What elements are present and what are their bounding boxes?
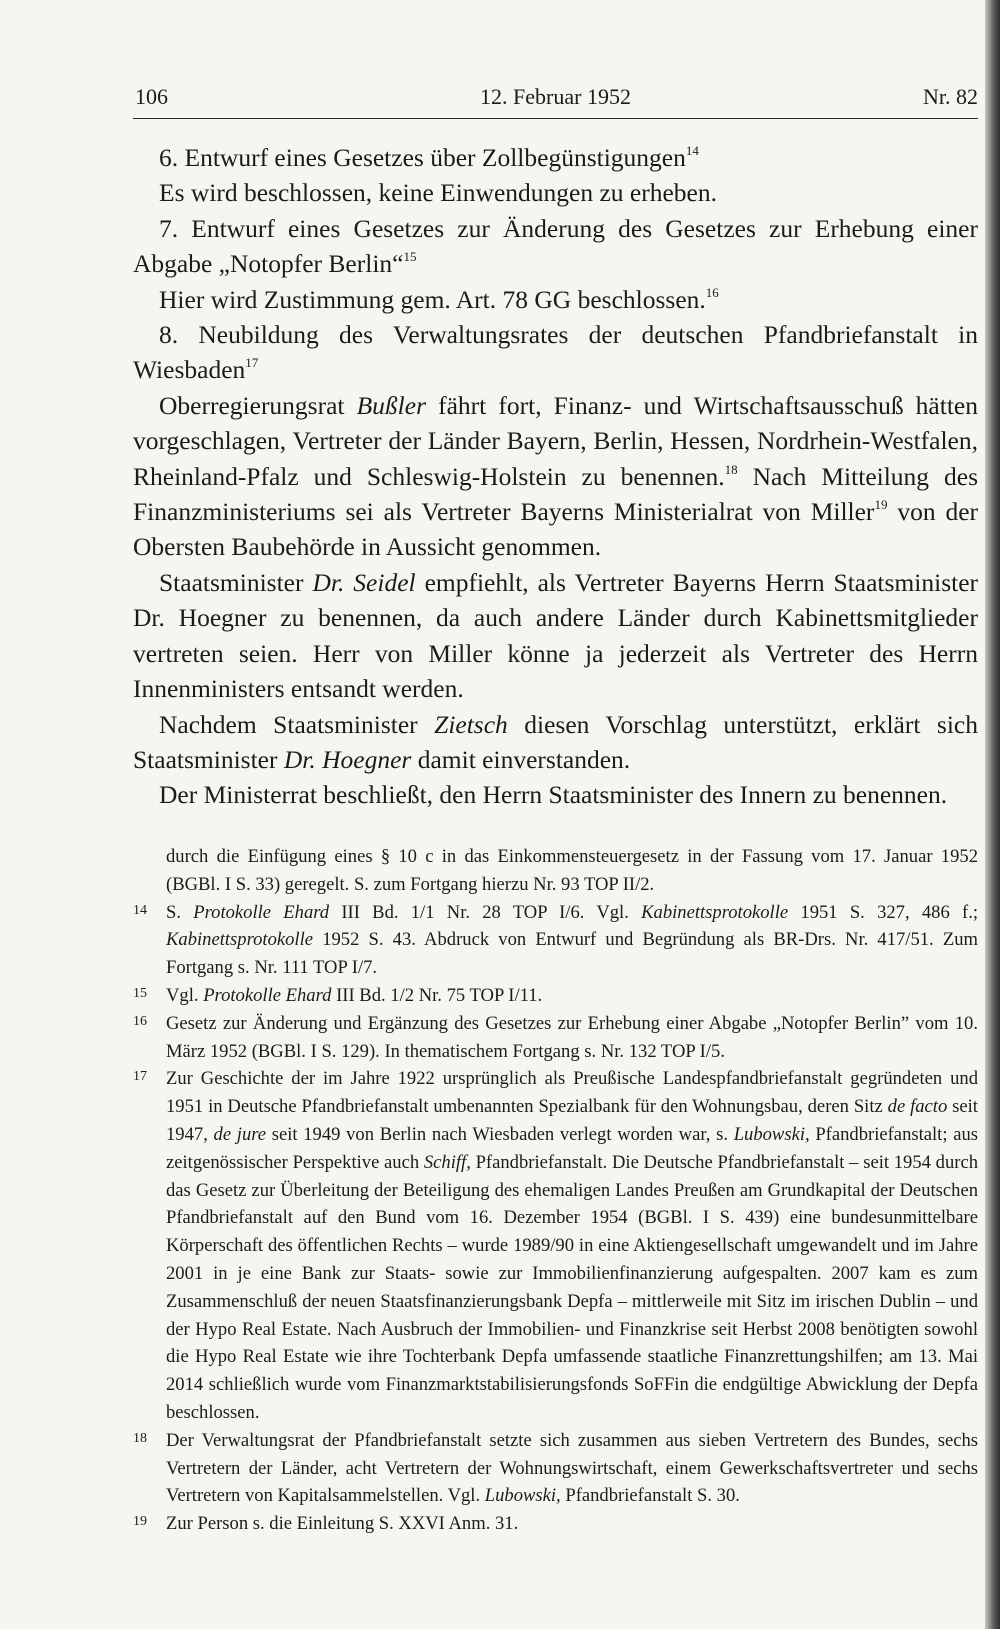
header-date: 12. Februar 1952 xyxy=(480,84,631,109)
footnote-18: 18 Der Verwaltungsrat der Pfandbriefanstalt setzte sich zusammen aus sieben Vertretern des Bundes, sechs Vertretern der Länder, acht Vertretern der Wohnungswirtschaft, einem Gewerkschaftsvertreter und sechs Vertretern von Kapitalsammelstellen. Vgl. Lubowski, Pfandbriefanstalt S. 30. xyxy=(133,1429,978,1507)
discussion-zietsch: Nachdem Staatsminister Zietsch diesen Vorschlag unterstützt, erklärt sich Staatsminister Dr. Hoegner damit einverstanden. xyxy=(133,709,978,774)
footnote-ref-15[interactable]: 15 xyxy=(403,249,417,265)
footnotes xyxy=(133,843,978,1538)
main-text xyxy=(133,140,978,813)
agenda-item-8: 8. Neubildung des Verwaltungsrates der deutschen Pfandbriefanstalt in Wiesbaden$^{17}$ xyxy=(133,320,978,385)
speaker-name: Dr. Seidel xyxy=(312,567,416,597)
footnote-ref-19[interactable]: 19 xyxy=(874,497,888,513)
footnote-15: 15 Vgl. Protokolle Ehard III Bd. 1/2 Nr. 75 TOP I/11. xyxy=(133,984,543,1006)
discussion-seidel: Staatsminister Dr. Seidel empfiehlt, als Vertreter Bayerns Herrn Staatsminister Dr. Hoegner zu benennen, da auch andere Länder durch Kabinettsmitglieder vertreten seien. Herr von Miller könne ja jederzeit als Vertreter des Herrn Innenministers entsandt werden. xyxy=(133,567,979,704)
footnote-ref-17[interactable]: 17 xyxy=(245,355,259,371)
issue-number: Nr. 82 xyxy=(923,84,978,109)
resolution-7: Hier wird Zustimmung gem. Art. 78 GG beschlossen.$^{16}$ xyxy=(159,284,719,314)
agenda-item-7: 7. Entwurf eines Gesetzes zur Änderung des Gesetzes zur Erhebung einer Abgabe „Notopfer Berlin“$^{15}$ xyxy=(133,213,978,279)
footnote-ref-18[interactable]: 18 xyxy=(724,461,738,477)
running-header xyxy=(133,78,978,119)
speaker-name: Bußler xyxy=(356,390,427,420)
footnote-ref-14[interactable]: 14 xyxy=(685,143,699,158)
speaker-name: Zietsch xyxy=(434,709,508,739)
page-binding-edge xyxy=(985,0,1000,1629)
resolution-8: Der Ministerrat beschließt, den Herrn Staatsminister des Innern zu benennen. xyxy=(159,780,948,810)
footnote-14: 14 S. Protokolle Ehard III Bd. 1/1 Nr. 28 TOP I/6. Vgl. Kabinettsprotokolle 1951 S. 327, 486 f.; Kabinettsprotokolle 1952 S. 43. Abdruck von Entwurf und Begründung als BR-Drs. Nr. 417/51. Zum Fortgang s. Nr. 111 TOP I/7. xyxy=(133,901,979,979)
footnote-17: 17 Zur Geschichte der im Jahre 1922 ursprünglich als Preußische Landespfandbriefanstalt gegründeten und 1951 in Deutsche Pfandbriefanstalt umbenannten Spezialbank für den Wohnungsbau, deren Sitz de facto seit 1947, de jure seit 1949 von Berlin nach Wiesbaden verlegt worden war, s. Lubowski, Pfandbriefanstalt; aus zeitgenössischer Perspektive auch Schiff, Pfandbriefanstalt. Die Deutsche Pfandbriefanstalt – seit 1954 durch das Gesetz zur Überleitung der Beteiligung des ehemaligen Landes Preußen am Grundkapital der Deutschen Pfandbriefanstalt auf den Bund vom 16. Dezember 1954 (BGBl. I S. 439) eine bundesunmittelbare Körperschaft des öffentlichen Rechts – wurde 1989/90 in eine Aktiengesellschaft umgewandelt und im Jahre 2001 in je eine Bank zur Staats- sowie zur Immobilienfinanzierung aufgespalten. 2007 kam es zum Zusammenschluß der neuen Staatsfinanzierungsbank Depfa – mittlerweile mit Sitz im irischen Dublin – und der Hypo Real Estate. Nach Ausbruch der Immobilien- und Finanzkrise seit Herbst 2008 benötigten sowohl die Hypo Real Estate wie ihre Tochterbank Depfa umfassende staatliche Finanzrettungshilfen; am 13. Mai 2014 schließlich wurde vom Finanzmarktstabilisierungsfonds SoFFin die endgültige Abwicklung der Depfa beschlossen. xyxy=(133,1068,978,1423)
discussion-bussler: Oberregierungsrat Bußler fährt fort, Finanz- und Wirtschaftsausschuß hätten vorgeschlagen, Vertreter der Länder Bayern, Berlin, Hessen, Nordrhein-Westfalen, Rheinland-Pfalz und Schleswig-Holstein zu benennen.$^{18}$ Nach Mitteilung des Finanzministeriums sei als Vertreter Bayerns Ministerialrat von Miller$^{19}$ von der Obersten Baubehörde in Aussicht genommen. xyxy=(133,390,979,562)
footnote-19: 19 Zur Person s. die Einleitung S. XXVI Anm. 31. xyxy=(133,1513,519,1535)
agenda-item-6: 6. Entwurf eines Gesetzes über Zollbegünstigungen$^{14}$ xyxy=(159,143,699,172)
resolution-6: Es wird beschlossen, keine Einwendungen zu erheben. xyxy=(159,178,717,208)
page-number: 106 xyxy=(135,84,168,109)
footnote-16: 16 Gesetz zur Änderung und Ergänzung des Gesetzes zur Erhebung einer Abgabe „Notopfer Berlin” vom 10. März 1952 (BGBl. I S. 129). In thematischem Fortgang s. Nr. 132 TOP I/5. xyxy=(133,1012,978,1062)
footnote-continued: durch die Einfügung eines § 10 c in das Einkommensteuergesetz in der Fassung vom 17. Januar 1952 (BGBl. I S. 33) geregelt. S. zum Fortgang hierzu Nr. 93 TOP II/2. xyxy=(166,846,978,895)
footnote-ref-16[interactable]: 16 xyxy=(705,284,719,300)
speaker-name: Dr. Hoegner xyxy=(283,744,412,774)
